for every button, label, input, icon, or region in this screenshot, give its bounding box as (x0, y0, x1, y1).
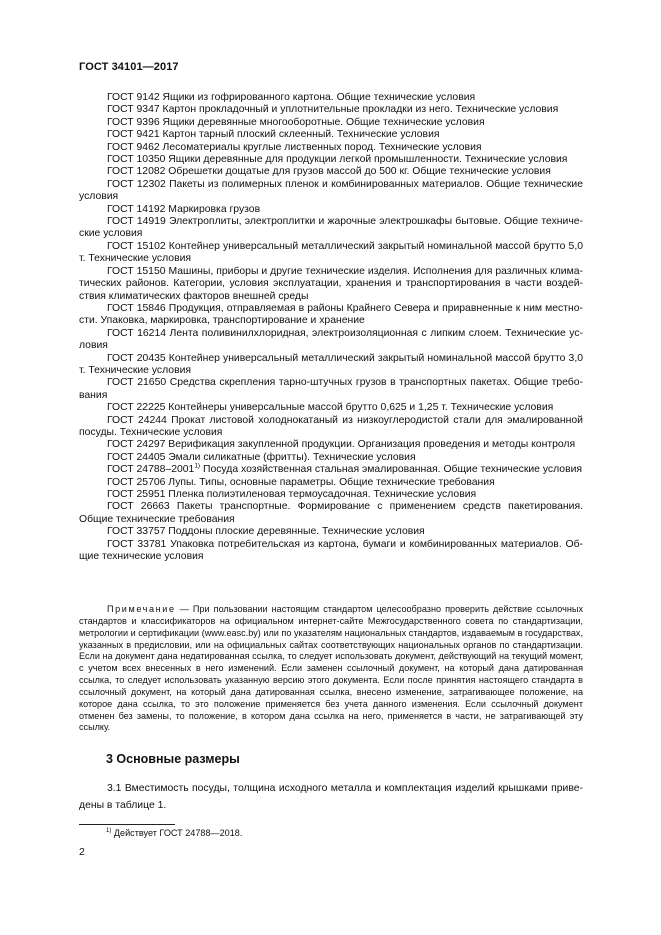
normative-references-list (79, 92, 583, 563)
note-text: — При пользовании настоящим стандартом целесообразно проверить действие ссылочных стандартов и классификаторов на официальном интернет-сайте Межгосударственного совета по стандартизации, метрологии и сертификации (www.easc.by) или по указателям национальных стандартов, издаваемым в государствах, указанных в предисловии, или на официальных сайтах соответствующих национальных органов по стандартизации. Если на документ дана недатированная ссылка, то следует использовать документ, действующий на текущий момент, с учетом всех внесенных в него изменений. Если заменен ссылочный документ, на который дана датированная ссылка, то следует использовать указанную версию этого документа. Если после принятия настоящего стандарта в ссылочный документ, на который дана датированная ссылка, внесено изменение, затрагивающее положение, на которое дана ссылка, то это положение применяется без учета данного изменения. Если ссылочный документ отменен без замены, то положение, в котором дана ссылка на него, применяется в части, не затрагивающей эту ссылку. (79, 604, 583, 733)
reference-title: Посуда хозяйственная стальная эмалированная. Общие технические условия (200, 464, 583, 476)
reference-item: ГОСТ 24405 Эмали силикатные (фритты). Технические условия (107, 451, 416, 463)
reference-item: ГОСТ 14919 Электроплиты, электроплитки и жарочные электрошкафы бытовые. Общие технические условия (79, 216, 583, 240)
footnote-ref-marker: 1) (194, 462, 201, 470)
reference-code: ГОСТ 24788–2001 (107, 464, 195, 476)
reference-item: ГОСТ 24297 Верификация закупленной продукции. Организация проведения и методы контроля (107, 439, 576, 451)
reference-item: ГОСТ 12302 Пакеты из полимерных пленок и комбинированных материалов. Общие технические условия (79, 178, 583, 203)
reference-item: ГОСТ 33781 Упаковка потребительская из картона, бумаги и комбинированных материалов. Общие технические условия (79, 538, 583, 563)
reference-item: ГОСТ 9142 Ящики из гофрированного картона. Общие технические условия (107, 92, 476, 103)
reference-item: ГОСТ 33757 Поддоны плоские деревянные. Технические условия (107, 526, 425, 538)
reference-item: ГОСТ 15102 Контейнер универсальный металлический закрытый номинальной массой брутто 5,0 т. Технические условия (79, 240, 583, 265)
reference-item: ГОСТ 15150 Машины, приборы и другие технические изделия. Исполнения для различных климатических районов. Категории, условия эксплуатации, хранения и транспортирования в части воздействия климатических факторов внешней среды (79, 265, 583, 302)
reference-item: ГОСТ 21650 Средства скрепления тарно-штучных грузов в транспортных пакетах. Общие требования (79, 377, 583, 401)
footnote (106, 828, 242, 838)
reference-item: ГОСТ 9396 Ящики деревянные многооборотные. Общие технические условия (107, 116, 485, 128)
reference-item: ГОСТ 9421 Картон тарный плоский склеенный. Технические условия (107, 129, 440, 141)
reference-item: ГОСТ 16214 Лента поливинилхлоридная, электроизоляционная с липким слоем. Технические условия (79, 327, 583, 352)
reference-item: ГОСТ 12082 Обрешетки дощатые для грузов массой до 500 кг. Общие технические условия (107, 166, 551, 178)
page-number: 2 (79, 846, 85, 858)
reference-item: ГОСТ 20435 Контейнер универсальный металлический закрытый номинальной массой брутто 3,0 т. Технические условия (79, 352, 583, 376)
reference-item-with-footnote (79, 464, 583, 476)
footnote-divider (79, 824, 175, 825)
reference-item: ГОСТ 24244 Прокат листовой холоднокатаный из низкоуглеродистой стали для эмалированной посуды. Технические условия (79, 414, 583, 438)
footnote-text: Действует ГОСТ 24788—2018. (111, 828, 243, 838)
note-paragraph (79, 604, 583, 734)
reference-item: ГОСТ 22225 Контейнеры универсальные массой брутто 0,625 и 1,25 т. Технические условия (107, 402, 554, 414)
reference-item: ГОСТ 15846 Продукция, отправляемая в районы Крайнего Севера и приравненные к ним местности. Упаковка, маркировка, транспортирование и хранение (79, 302, 583, 327)
body-paragraph: 3.1 Вместимость посуды, толщина исходного металла и комплектация изделий крышками приведены в таблице 1. (79, 783, 583, 811)
note-label: Примечание (107, 604, 176, 614)
document-header: ГОСТ 34101—2017 (79, 61, 179, 73)
reference-item: ГОСТ 14192 Маркировка грузов (107, 203, 261, 215)
footnote-marker: 1) (106, 827, 112, 834)
reference-item: ГОСТ 9462 Лесоматериалы круглые лиственных пород. Технические условия (107, 141, 482, 153)
reference-item: ГОСТ 26663 Пакеты транспортные. Формирование с применением средств пакетирования. Общие технические требования (79, 501, 583, 525)
reference-item: ГОСТ 25706 Лупы. Типы, основные параметры. Общие технические требования (107, 476, 495, 488)
reference-item: ГОСТ 9347 Картон прокладочный и уплотнительные прокладки из него. Технические условия (107, 104, 559, 116)
section-heading: 3 Основные размеры (106, 752, 240, 766)
reference-item: ГОСТ 25951 Пленка полиэтиленовая термоусадочная. Технические условия (107, 489, 477, 500)
reference-item: ГОСТ 10350 Ящики деревянные для продукции легкой промышленности. Технические условия (107, 154, 568, 166)
